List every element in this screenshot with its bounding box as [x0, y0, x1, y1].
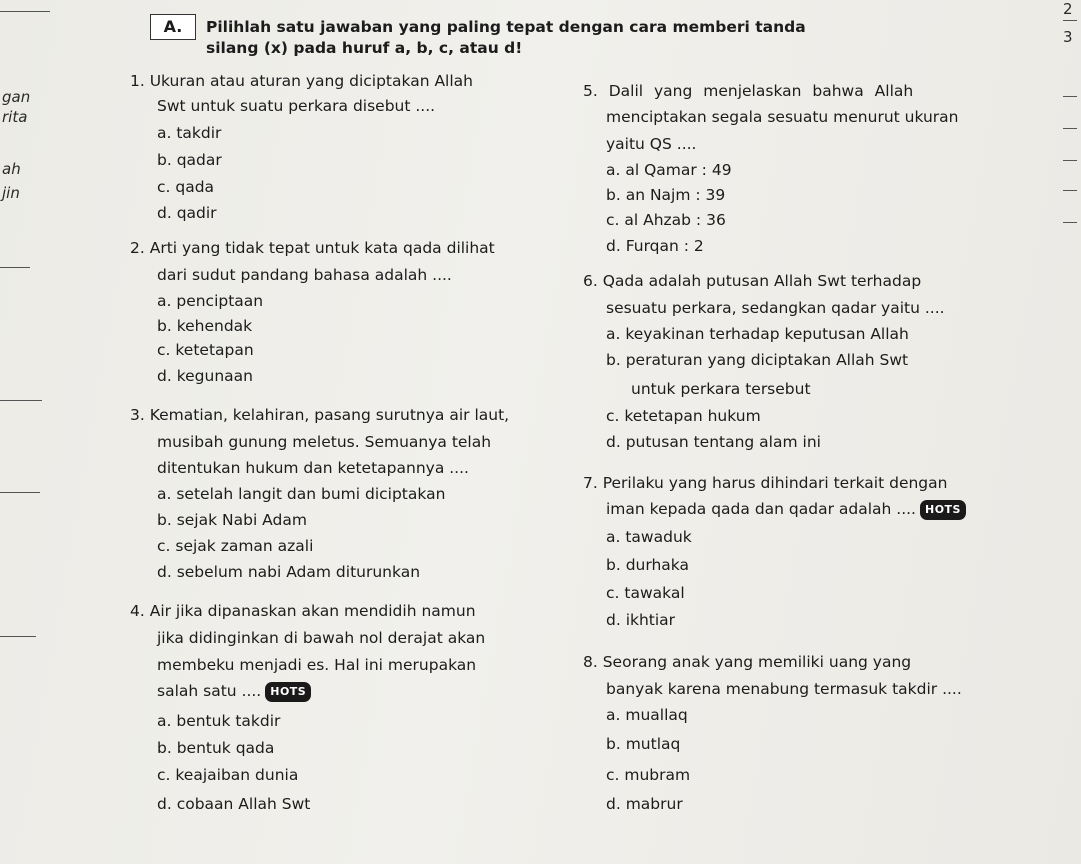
question-3-stem: musibah gunung meletus. Semuanya telah [157, 433, 492, 451]
question-6-option-continuation: untuk perkara tersebut [631, 380, 811, 398]
question-2-option[interactable]: d. kegunaan [157, 367, 253, 385]
divider [0, 267, 30, 268]
question-1-stem: 1. Ukuran atau aturan yang diciptakan Allah [130, 72, 473, 90]
edge-text-right: 2 [1063, 0, 1073, 18]
question-6-option[interactable]: b. peraturan yang diciptakan Allah Swt [606, 351, 909, 369]
question-1-stem: Swt untuk suatu perkara disebut .... [157, 97, 436, 115]
question-4-option[interactable]: c. keajaiban dunia [157, 766, 299, 784]
question-6-option[interactable]: c. ketetapan hukum [606, 407, 761, 425]
question-2-stem: 2. Arti yang tidak tepat untuk kata qada dilihat [130, 239, 495, 257]
question-7-option[interactable]: a. tawaduk [606, 528, 692, 546]
question-8-option[interactable]: a. muallaq [606, 706, 688, 724]
question-3-option[interactable]: d. sebelum nabi Adam diturunkan [157, 563, 421, 581]
question-3-option[interactable]: c. sejak zaman azali [157, 537, 314, 555]
question-5-option[interactable]: d. Furqan : 2 [606, 237, 704, 255]
question-2-option[interactable]: c. ketetapan [157, 341, 254, 359]
edge-text-left: jin [2, 184, 20, 202]
question-8-option[interactable]: d. mabrur [606, 795, 683, 813]
hots-badge: HOTS [265, 682, 311, 702]
question-8-option[interactable]: b. mutlaq [606, 735, 681, 753]
instruction-line-1: Pilihlah satu jawaban yang paling tepat dengan cara memberi tanda [206, 18, 806, 36]
question-8-stem: banyak karena menabung termasuk takdir .... [606, 680, 962, 698]
question-6-option[interactable]: d. putusan tentang alam ini [606, 433, 821, 451]
question-7-stem: 7. Perilaku yang harus dihindari terkait dengan [583, 474, 948, 492]
question-4-stem: membeku menjadi es. Hal ini merupakan [157, 656, 477, 674]
edge-text-left: gan [2, 88, 31, 106]
divider [1063, 20, 1077, 21]
divider [1063, 222, 1077, 223]
question-4-stem: salah satu .... [157, 682, 262, 700]
question-7-option[interactable]: b. durhaka [606, 556, 689, 574]
hots-badge: HOTS [920, 500, 966, 520]
edge-text-right: 3 [1063, 28, 1073, 46]
divider [1063, 160, 1077, 161]
question-4-stem: jika didinginkan di bawah nol derajat akan [157, 629, 486, 647]
instruction-line-2: silang (x) pada huruf a, b, c, atau d! [206, 39, 523, 57]
question-3-stem: ditentukan hukum dan ketetapannya .... [157, 459, 469, 477]
question-3-stem: 3. Kematian, kelahiran, pasang surutnya air laut, [130, 406, 510, 424]
section-label: A. [150, 14, 196, 40]
divider [1063, 96, 1077, 97]
question-3-option[interactable]: a. setelah langit dan bumi diciptakan [157, 485, 446, 503]
edge-text-left: ah [2, 160, 21, 178]
divider [1063, 190, 1077, 191]
question-5-option[interactable]: b. an Najm : 39 [606, 186, 726, 204]
divider [0, 636, 36, 637]
question-5-stem: menciptakan segala sesuatu menurut ukuran [606, 108, 959, 126]
question-1-option[interactable]: c. qada [157, 178, 215, 196]
question-8-option[interactable]: c. mubram [606, 766, 691, 784]
question-2-option[interactable]: a. penciptaan [157, 292, 264, 310]
divider [0, 492, 40, 493]
question-1-option[interactable]: d. qadir [157, 204, 217, 222]
question-3-option[interactable]: b. sejak Nabi Adam [157, 511, 307, 529]
question-4-stem-last [157, 682, 311, 702]
edge-text-left: rita [2, 108, 28, 126]
question-7-stem: iman kepada qada dan qadar adalah .... [606, 500, 916, 518]
question-1-option[interactable]: a. takdir [157, 124, 222, 142]
question-4-stem: 4. Air jika dipanaskan akan mendidih namun [130, 602, 476, 620]
question-7-stem-last [606, 500, 966, 520]
divider [0, 400, 42, 401]
question-1-option[interactable]: b. qadar [157, 151, 222, 169]
question-6-stem: 6. Qada adalah putusan Allah Swt terhadap [583, 272, 922, 290]
question-8-stem: 8. Seorang anak yang memiliki uang yang [583, 653, 912, 671]
question-7-option[interactable]: d. ikhtiar [606, 611, 676, 629]
question-4-option[interactable]: a. bentuk takdir [157, 712, 281, 730]
question-6-stem: sesuatu perkara, sedangkan qadar yaitu .... [606, 299, 945, 317]
question-4-option[interactable]: b. bentuk qada [157, 739, 275, 757]
question-7-option[interactable]: c. tawakal [606, 584, 685, 602]
divider [1063, 128, 1077, 129]
question-4-option[interactable]: d. cobaan Allah Swt [157, 795, 311, 813]
divider [0, 11, 50, 12]
question-5-option[interactable]: a. al Qamar : 49 [606, 161, 732, 179]
question-5-stem: 5. Dalil yang menjelaskan bahwa Allah [583, 82, 914, 100]
question-2-option[interactable]: b. kehendak [157, 317, 253, 335]
question-6-option[interactable]: a. keyakinan terhadap keputusan Allah [606, 325, 909, 343]
question-2-stem: dari sudut pandang bahasa adalah .... [157, 266, 452, 284]
question-5-option[interactable]: c. al Ahzab : 36 [606, 211, 726, 229]
question-5-stem: yaitu QS .... [606, 135, 697, 153]
